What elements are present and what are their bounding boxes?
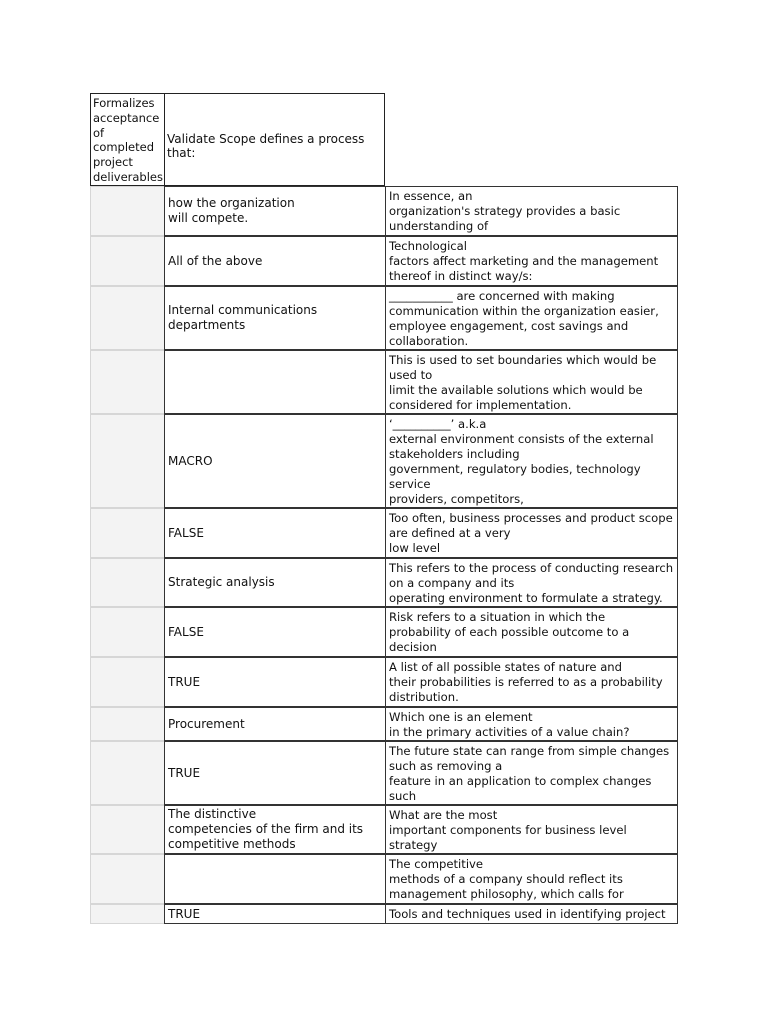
answer-cell: Procurement — [164, 707, 385, 741]
blank-cell — [90, 414, 164, 508]
header-question-cell: Validate Scope defines a process that: — [167, 132, 365, 160]
table-row — [90, 657, 678, 707]
question-cell: The competitive methods of a company should reflect its management philosophy, which calls for — [385, 854, 678, 904]
question-cell: Which one is an element in the primary activities of a value chain? — [385, 707, 678, 741]
question-cell: The future state can range from simple changes such as removing a feature in an application to complex changes such — [385, 741, 678, 805]
blank-cell — [90, 904, 164, 924]
table-row — [90, 805, 678, 854]
question-cell: A list of all possible states of nature and their probabilities is referred to as a probability distribution. — [385, 657, 678, 707]
question-cell: This is used to set boundaries which would be used to limit the available solutions which would be considered for implementation. — [385, 350, 678, 414]
answer-cell: FALSE — [164, 607, 385, 657]
table-row — [90, 286, 678, 350]
table-row — [90, 236, 678, 286]
blank-cell — [90, 350, 164, 414]
table-row — [90, 904, 678, 924]
answer-cell: Strategic analysis — [164, 558, 385, 607]
blank-cell — [90, 286, 164, 350]
table-row — [90, 558, 678, 607]
blank-cell — [90, 657, 164, 707]
question-cell: Technological factors affect marketing and the management thereof in distinct way/s: — [385, 236, 678, 286]
answer-cell — [164, 854, 385, 904]
blank-cell — [90, 741, 164, 805]
qa-table — [90, 186, 678, 924]
table-row — [90, 707, 678, 741]
question-cell: Too often, business processes and product scope are defined at a very low level — [385, 508, 678, 558]
blank-cell — [90, 607, 164, 657]
question-cell: What are the most important components for business level strategy — [385, 805, 678, 854]
table-row — [90, 508, 678, 558]
table-row — [90, 607, 678, 657]
table-row — [90, 350, 678, 414]
table-row — [90, 414, 678, 508]
answer-cell: how the organization will compete. — [164, 186, 385, 236]
answer-cell: All of the above — [164, 236, 385, 286]
question-cell: In essence, an organization's strategy provides a basic understanding of — [385, 186, 678, 236]
table-row — [90, 186, 678, 236]
answer-cell: TRUE — [164, 741, 385, 805]
blank-cell — [90, 707, 164, 741]
blank-cell — [90, 508, 164, 558]
answer-cell: Internal communications departments — [164, 286, 385, 350]
question-cell: ‘__________’ a.k.a external environment consists of the external stakeholders including government, regulatory bodies, technology service providers, competitors, — [385, 414, 678, 508]
question-cell: Risk refers to a situation in which the probability of each possible outcome to a decision — [385, 607, 678, 657]
blank-cell — [90, 805, 164, 854]
header-block — [90, 93, 385, 186]
blank-cell — [90, 236, 164, 286]
question-cell: Tools and techniques used in identifying project — [385, 904, 678, 924]
question-cell: ___________ are concerned with making communication within the organization easier, employee engagement, cost savings and collaboration. — [385, 286, 678, 350]
blank-cell — [90, 558, 164, 607]
answer-cell: The distinctive competencies of the firm and its competitive methods — [164, 805, 385, 854]
header-answer-cell: Formalizes acceptance of completed project deliverables — [91, 94, 165, 186]
answer-cell: TRUE — [164, 657, 385, 707]
blank-cell — [90, 186, 164, 236]
answer-cell: FALSE — [164, 508, 385, 558]
answer-cell: TRUE — [164, 904, 385, 924]
question-cell: This refers to the process of conducting research on a company and its operating environment to formulate a strategy. — [385, 558, 678, 607]
table-row — [90, 741, 678, 805]
answer-cell: MACRO — [164, 414, 385, 508]
answer-cell — [164, 350, 385, 414]
table-row — [90, 854, 678, 904]
blank-cell — [90, 854, 164, 904]
